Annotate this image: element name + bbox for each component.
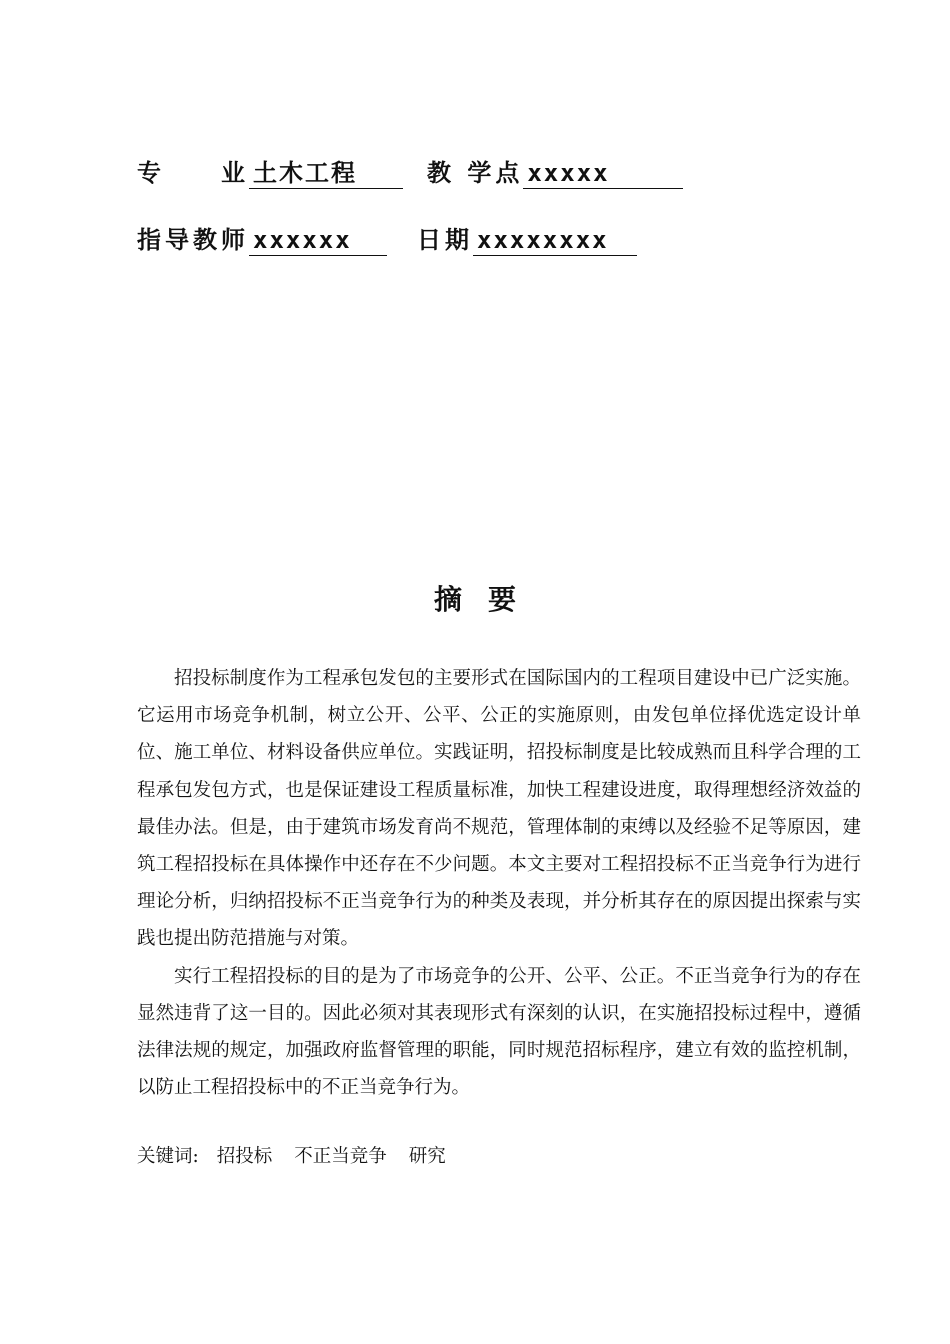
abstract-body bbox=[137, 660, 861, 1106]
major-value: 土木工程 bbox=[249, 158, 403, 189]
keywords-label: 关键词: bbox=[137, 1146, 199, 1167]
abstract-paragraph: 招投标制度作为工程承包发包的主要形式在国际国内的工程项目建设中已广泛实施。它运用市场竞争机制，树立公开、公平、公正的实施原则，由发包单位择优选定设计单位、施工单位、材料设备供应单位。实践证明，招投标制度是比较成熟而且科学合理的工程承包发包方式，也是保证建设工程质量标准，加快工程建设进度，取得理想经济效益的最佳办法。但是，由于建筑市场发育尚不规范，管理体制的束缚以及经验不足等原因，建筑工程招投标在具体操作中还存在不少问题。本文主要对工程招投标不正当竞争行为进行理论分析，归纳招投标不正当竞争行为的种类及表现，并分析其存在的原因提出探索与实践也提出防范措施与对策。 bbox=[137, 668, 861, 950]
keyword-item: 研究 bbox=[408, 1146, 446, 1167]
keywords-line bbox=[137, 1143, 468, 1171]
abstract-title: 摘要 bbox=[433, 583, 542, 616]
advisor-label: 指导教师 bbox=[137, 225, 249, 254]
advisor-value: xxxxxx bbox=[249, 225, 387, 256]
keyword-item: 招投标 bbox=[216, 1146, 273, 1167]
advisor-date-line bbox=[137, 225, 637, 256]
date-label: 日期 bbox=[417, 225, 473, 254]
teaching-center-label: 教 学点 bbox=[427, 158, 524, 187]
major-label: 专 业 bbox=[137, 158, 249, 187]
teaching-center-value: xxxxx bbox=[523, 158, 683, 189]
major-center-line bbox=[137, 158, 683, 189]
date-value: xxxxxxxx bbox=[473, 225, 637, 256]
abstract-paragraph: 实行工程招投标的目的是为了市场竞争的公开、公平、公正。不正当竞争行为的存在显然违背了这一目的。因此必须对其表现形式有深刻的认识，在实施招投标过程中，遵循法律法规的规定，加强政府监督管理的职能，同时规范招标程序，建立有效的监控机制，以防止工程招投标中的不正当竞争行为。 bbox=[137, 965, 861, 1099]
keyword-item: 不正当竞争 bbox=[294, 1146, 387, 1167]
